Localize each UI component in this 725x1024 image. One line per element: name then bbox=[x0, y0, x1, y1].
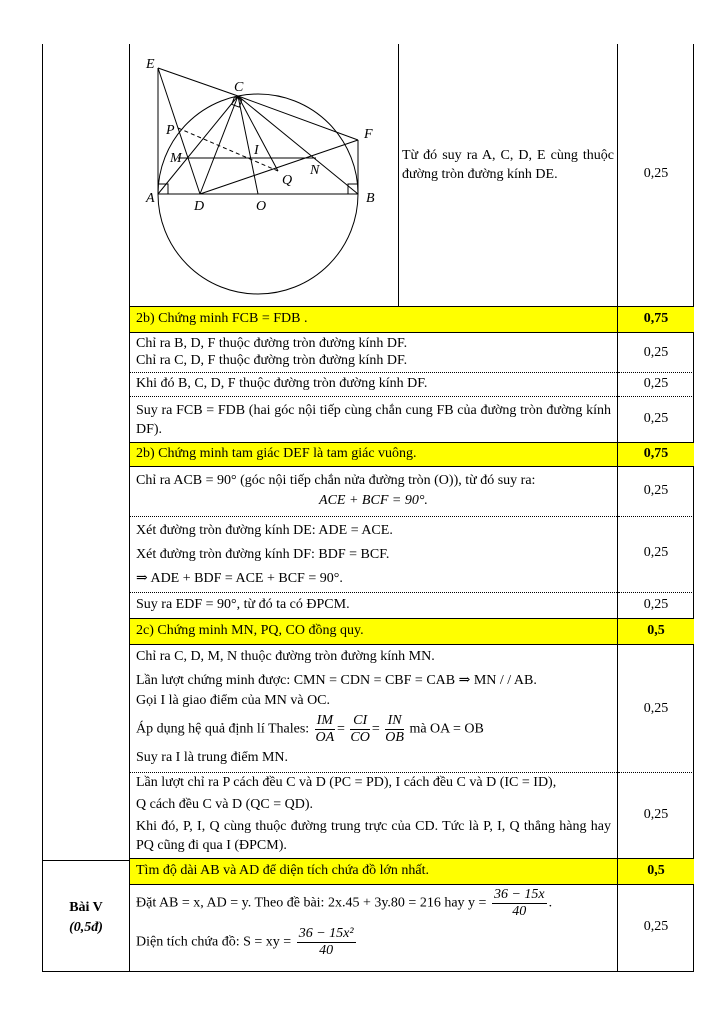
step-2b-bcdf: Khi đó B, C, D, F thuộc đường tròn đường kính DF. bbox=[130, 372, 617, 396]
step-2b-circles-line2: Xét đường tròn đường kính DF: BDF = BCF. bbox=[136, 547, 390, 562]
step-2c-line4-post: mà OA = OB bbox=[409, 721, 484, 737]
bai5-points: (0,5đ) bbox=[69, 920, 103, 935]
line-ed bbox=[158, 68, 200, 194]
fraction-im-oa: $\frac{IM}{OA}$ bbox=[315, 713, 335, 745]
label-c: C bbox=[234, 80, 244, 95]
score-step-2b-edf: 0,25 bbox=[618, 592, 694, 618]
score-step-2c-midpoint: 0,25 bbox=[618, 644, 694, 772]
step-2b-acb bbox=[130, 466, 617, 516]
step-2c-line4-pre: Áp dụng hệ quả định lí Thales: bbox=[136, 721, 310, 737]
step-2b-circles-line3: ⇒ ADE + BDF = ACE + BCF = 90°. bbox=[136, 571, 343, 586]
label-divider-bai5 bbox=[42, 860, 130, 861]
row1-text: Từ đó suy ra A, C, D, E cùng thuộc đường tròn đường kính DE. bbox=[402, 148, 614, 182]
header-2b-fcb-text: 2b) Chứng minh FCB = FDB . bbox=[136, 311, 308, 326]
figure-cell bbox=[130, 44, 399, 306]
label-a: A bbox=[146, 191, 155, 206]
header-2b-def-text: 2b) Chứng minh tam giác DEF là tam giác vuông. bbox=[136, 446, 417, 461]
step-2b-circles bbox=[130, 516, 617, 592]
section-header-2c bbox=[130, 618, 617, 644]
label-p: P bbox=[166, 123, 175, 138]
score-2c: 0,5 bbox=[618, 618, 694, 644]
section-header-2b-fcb bbox=[130, 306, 617, 332]
label-i: I bbox=[254, 143, 259, 158]
label-q: Q bbox=[282, 173, 293, 188]
bai5-title: Bài V bbox=[69, 900, 103, 915]
row1-score: 0,25 bbox=[643, 166, 669, 181]
label-b: B bbox=[366, 191, 375, 206]
step-bai5-line1-pre: Đặt AB = x, AD = y. Theo đề bài: 2x.45 + 3y.80 = 216 hay y = bbox=[136, 895, 487, 911]
step-2b-line2: Chỉ ra C, D, F thuộc đường tròn đường kính DF. bbox=[136, 353, 408, 368]
header-2c-text: 2c) Chứng minh MN, PQ, CO đồng quy. bbox=[136, 623, 364, 638]
step-2c-line2: Lần lượt chứng minh được: CMN = CDN = CBF = CAB ⇒ MN / / AB. bbox=[136, 673, 537, 688]
section-header-bai5 bbox=[130, 858, 617, 884]
score-step-2b-bcdf: 0,25 bbox=[618, 372, 694, 396]
score-step-2b-acb: 0,25 bbox=[618, 466, 694, 516]
line-ca bbox=[158, 96, 238, 194]
line-cq bbox=[238, 96, 278, 171]
step-2c-perpendicular bbox=[130, 772, 617, 858]
label-m: M bbox=[170, 151, 182, 166]
step-bai5-area bbox=[130, 884, 617, 972]
label-n: N bbox=[310, 163, 320, 178]
header-bai5-text: Tìm độ dài AB và AD để diện tích chứa đồ lớn nhất. bbox=[136, 863, 429, 878]
bai5-label bbox=[43, 898, 129, 938]
score-step-2c-perpendicular: 0,25 bbox=[618, 772, 694, 858]
step-2b-line1: Chỉ ra B, D, F thuộc đường tròn đường kính DF. bbox=[136, 336, 408, 351]
step-2b-acb-line2: ACE + BCF = 90°. bbox=[319, 493, 428, 508]
line-cd bbox=[200, 96, 238, 194]
score-step-2b-conclusion: 0,25 bbox=[618, 396, 694, 442]
step-2c-midpoint bbox=[130, 644, 617, 772]
step-2b-circles-line1: Xét đường tròn đường kính DE: ADE = ACE. bbox=[136, 523, 393, 538]
step-bai5-line2-pre: Diện tích chứa đồ: S = xy = bbox=[136, 934, 292, 950]
step-2b-edf: Suy ra EDF = 90°, từ đó ta có ĐPCM. bbox=[130, 592, 617, 618]
label-e: E bbox=[146, 57, 155, 72]
step-2c-perp-line3: Khi đó, P, I, Q cùng thuộc đường trung trực của CD. Tức là P, I, Q thẳng hàng hay PQ cũng đi qua I (ĐPCM). bbox=[136, 819, 611, 853]
step-2c-line1: Chỉ ra C, D, M, N thuộc đường tròn đường kính MN. bbox=[136, 649, 435, 664]
step-2c-line3: Gọi I là giao điểm của MN và OC. bbox=[136, 693, 331, 708]
step-bai5-line1: Đặt AB = x, AD = y. Theo đề bài: 2x.45 + 3y.80 = 216 hay y = $\frac{36 - 15x}{40}$ . bbox=[136, 887, 553, 919]
step-2c-line5: Suy ra I là trung điểm MN. bbox=[136, 750, 289, 765]
section-header-2b-def bbox=[130, 442, 617, 466]
step-2c-perp-line1: Lần lượt chỉ ra P cách đều C và D (PC = PD), I cách đều C và D (IC = ID), bbox=[136, 775, 557, 790]
score-step-2b-circles: 0,25 bbox=[618, 516, 694, 592]
score-bai5-header: 0,5 bbox=[618, 858, 694, 884]
fraction-in-ob: $\frac{IN}{OB}$ bbox=[385, 713, 404, 745]
step-2c-line4: Áp dụng hệ quả định lí Thales: $\frac{IM}{OA}$ = $\frac{CI}{CO}$ = $\frac{IN}{OB}$ mà OA = OB bbox=[136, 713, 484, 745]
fraction-y: $\frac{36 - 15x}{40}$ bbox=[493, 887, 545, 919]
step-2b-circle bbox=[130, 332, 617, 372]
step-2b-conclusion: Suy ra FCB = FDB (hai góc nội tiếp cùng chắn cung FB của đường tròn đường kính DF). bbox=[130, 396, 617, 442]
label-f: F bbox=[364, 127, 373, 142]
fraction-s: $\frac{\text{36 − 15x²}}{40}$ bbox=[298, 926, 354, 958]
score-2b-fcb: 0,75 bbox=[618, 306, 694, 332]
line-ec bbox=[158, 68, 238, 96]
step-2b-acb-line1: Chỉ ra ACB = 90° (góc nội tiếp chắn nửa đường tròn (O)), từ đó suy ra: bbox=[136, 473, 536, 488]
score-step-2b-circle: 0,25 bbox=[618, 332, 694, 372]
geometry-figure bbox=[130, 44, 398, 306]
step-2c-perp-line2: Q cách đều C và D (QC = QD). bbox=[136, 797, 314, 812]
line-pq bbox=[178, 128, 278, 171]
fraction-ci-co: $\frac{CI}{CO}$ bbox=[350, 713, 370, 745]
score-step-bai5-area: 0,25 bbox=[618, 884, 694, 972]
step-bai5-line2 bbox=[136, 926, 611, 959]
label-d: D bbox=[194, 199, 205, 214]
label-o: O bbox=[256, 199, 267, 214]
score-2b-def: 0,75 bbox=[618, 442, 694, 466]
